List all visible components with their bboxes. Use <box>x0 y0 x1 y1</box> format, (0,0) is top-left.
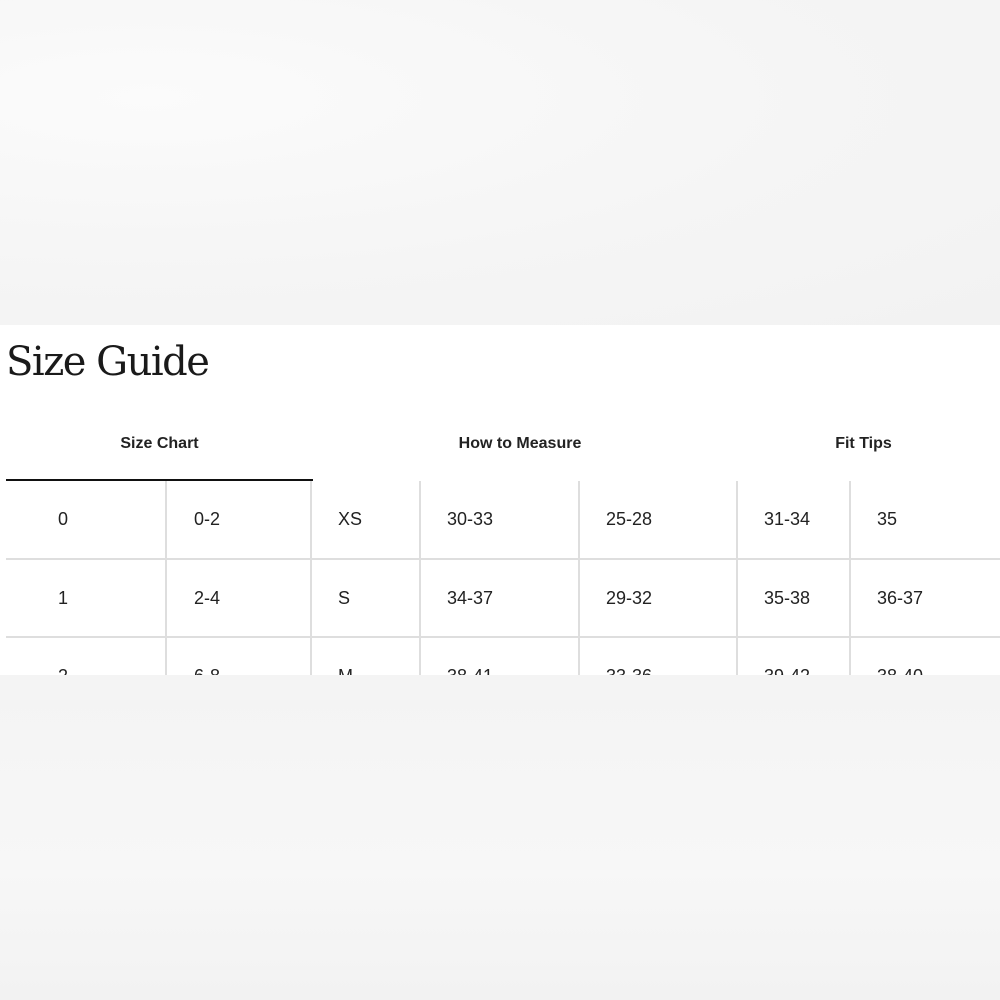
table-cell: 36-37 <box>850 559 1000 637</box>
page-title: Size Guide <box>6 339 209 385</box>
table-cell: 31-34 <box>737 481 850 559</box>
table-cell: 25-28 <box>579 481 737 559</box>
table-cell: XS <box>311 481 420 559</box>
table-cell: 29-32 <box>579 559 737 637</box>
table-cell: 35 <box>850 481 1000 559</box>
table-cell: 1 <box>6 559 166 637</box>
tab-fit-tips[interactable]: Fit Tips <box>835 435 892 452</box>
tab-bar <box>6 421 1000 481</box>
table-cell: 0 <box>6 481 166 559</box>
table-cell: 34-37 <box>420 559 579 637</box>
tab-how-to-measure[interactable]: How to Measure <box>458 435 582 452</box>
table-cell: 2-4 <box>166 559 311 637</box>
tab-size-chart[interactable]: Size Chart <box>6 421 313 481</box>
table-cell: S <box>311 559 420 637</box>
background-bottom <box>0 675 1000 1000</box>
table-cell: 35-38 <box>737 559 850 637</box>
table-row <box>6 559 1000 637</box>
background-top <box>0 0 1000 325</box>
table-row <box>6 481 1000 559</box>
table-cell: 30-33 <box>420 481 579 559</box>
table-cell: 0-2 <box>166 481 311 559</box>
size-guide-panel <box>0 325 1000 675</box>
